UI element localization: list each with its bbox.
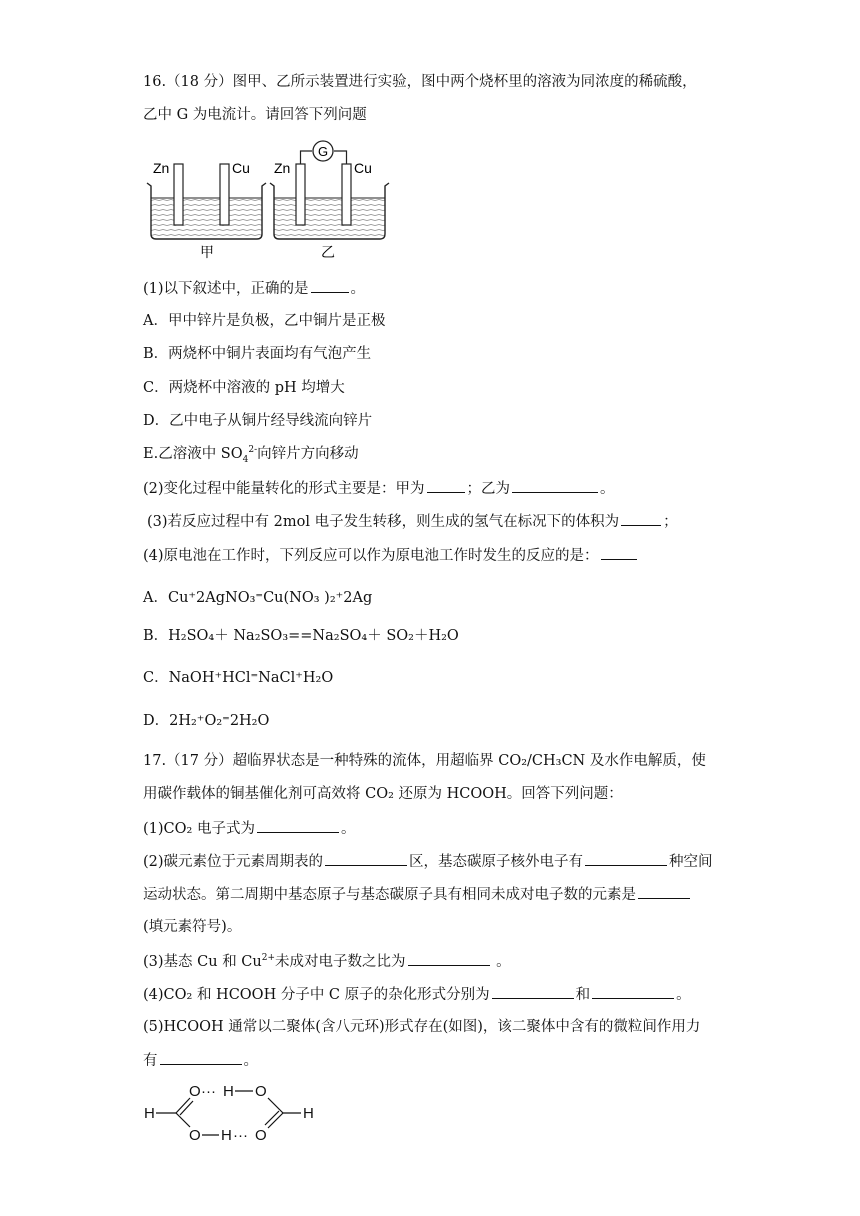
q16-option-b: B．两烧杯中铜片表面均有气泡产生 [143, 346, 372, 362]
q17-part5-line1: (5)HCOOH 通常以二聚体(含八元环)形式存在(如图)，该二聚体中含有的微粒间作用力 [143, 1019, 701, 1035]
hbond-dots-1: ··· [201, 1083, 216, 1100]
q17-part2-line3: (填元素符号)。 [143, 919, 242, 935]
jia-label: 甲 [200, 244, 214, 260]
atom-h-left: H [144, 1105, 155, 1122]
zn-label-yi: Zn [274, 160, 291, 176]
q17-header-line1: 17.（17 分）超临界状态是一种特殊的流体，用超临界 CO₂/CH₃CN 及水作电解质，使 [143, 753, 706, 769]
answer-blank[interactable] [592, 984, 674, 999]
q16-option-e: E.乙溶液中 $SO_4^{2-}$向锌片方向移动 [143, 445, 359, 465]
q17-part2-line2: 运动状态。第二周期中基态原子与基态碳原子具有相同未成对电子数的元素是 [143, 884, 692, 905]
cu-label-yi: Cu [354, 160, 372, 176]
q16-option-a: A．甲中锌片是负极，乙中铜片是正极 [143, 313, 386, 329]
atom-o-2: O [255, 1083, 267, 1100]
answer-blank[interactable] [621, 511, 661, 526]
answer-blank[interactable] [512, 478, 598, 493]
q17-part3: (3)基态 Cu 和 $Cu^{2+}$未成对电子数之比为 。 [143, 951, 511, 972]
q16-reaction-c: C．NaOH⁺HCl⁼NaCl⁺H₂O [143, 670, 334, 686]
hbond-dots-2: ··· [233, 1127, 248, 1144]
q17-part4: (4)CO₂ 和 HCOOH 分子中 C 原子的杂化形式分别为 和 。 [143, 984, 691, 1005]
q16-part1: (1)以下叙述中，正确的是 。 [143, 278, 365, 299]
q16-part4: (4)原电池在工作时，下列反应可以作为原电池工作时发生的反应的是： [143, 545, 639, 566]
galvanic-cell-figure [143, 138, 393, 266]
galvanometer-label: G [318, 144, 329, 159]
q17-part2-line1: (2)碳元素位于元素周期表的 区，基态碳原子核外电子有 种空间 [143, 851, 713, 872]
q17-part1: (1)CO₂ 电子式为 。 [143, 818, 355, 839]
answer-blank[interactable] [160, 1050, 242, 1065]
answer-blank[interactable] [427, 478, 465, 493]
q16-reaction-a: A．Cu⁺2AgNO₃⁼Cu(NO₃ )₂⁺2Ag [143, 590, 373, 606]
answer-blank[interactable] [257, 818, 339, 833]
q16-reaction-d: D．2H₂⁺O₂⁼2H₂O [143, 713, 270, 729]
atom-o-3: O [189, 1127, 201, 1144]
answer-blank[interactable] [601, 545, 637, 560]
beaker-jia [147, 160, 266, 260]
yi-label: 乙 [321, 244, 335, 260]
answer-blank[interactable] [492, 984, 574, 999]
answer-blank[interactable] [585, 851, 667, 866]
answer-blank[interactable] [325, 851, 407, 866]
cu-label-jia: Cu [232, 160, 250, 176]
q16-header-line1: 16.（18 分）图甲、乙所示装置进行实验，图中两个烧杯里的溶液为同浓度的稀硫酸， [143, 74, 697, 90]
atom-h-right: H [303, 1105, 314, 1122]
q16-reaction-b: B．H₂SO₄＋ Na₂SO₃==Na₂SO₄＋ SO₂＋H₂O [143, 628, 459, 644]
q17-header-line2: 用碳作载体的铜基催化剂可高效将 CO₂ 还原为 HCOOH。回答下列问题： [143, 786, 623, 802]
atom-o-4: O [255, 1127, 267, 1144]
atom-h-2: H [221, 1127, 232, 1144]
answer-blank[interactable] [408, 951, 490, 966]
beaker-yi [270, 141, 389, 260]
q16-part3: (3)若反应过程中有 2mol 电子发生转移，则生成的氢气在标况下的体积为 ； [147, 511, 678, 532]
q17-part5-line2: 有 。 [143, 1050, 258, 1071]
atom-o-1: O [189, 1083, 201, 1100]
answer-blank[interactable] [638, 884, 690, 899]
formic-acid-dimer-diagram [143, 1076, 323, 1156]
atom-h-1: H [223, 1083, 234, 1100]
q16-option-d: D．乙中电子从铜片经导线流向锌片 [143, 413, 373, 429]
q16-option-c: C．两烧杯中溶液的 pH 均增大 [143, 380, 345, 396]
q16-header-line2: 乙中 G 为电流计。请回答下列问题 [143, 107, 367, 123]
answer-blank[interactable] [311, 278, 349, 293]
zn-label-jia: Zn [153, 160, 170, 176]
q16-part2: (2)变化过程中能量转化的形式主要是：甲为 ；乙为 。 [143, 478, 615, 499]
